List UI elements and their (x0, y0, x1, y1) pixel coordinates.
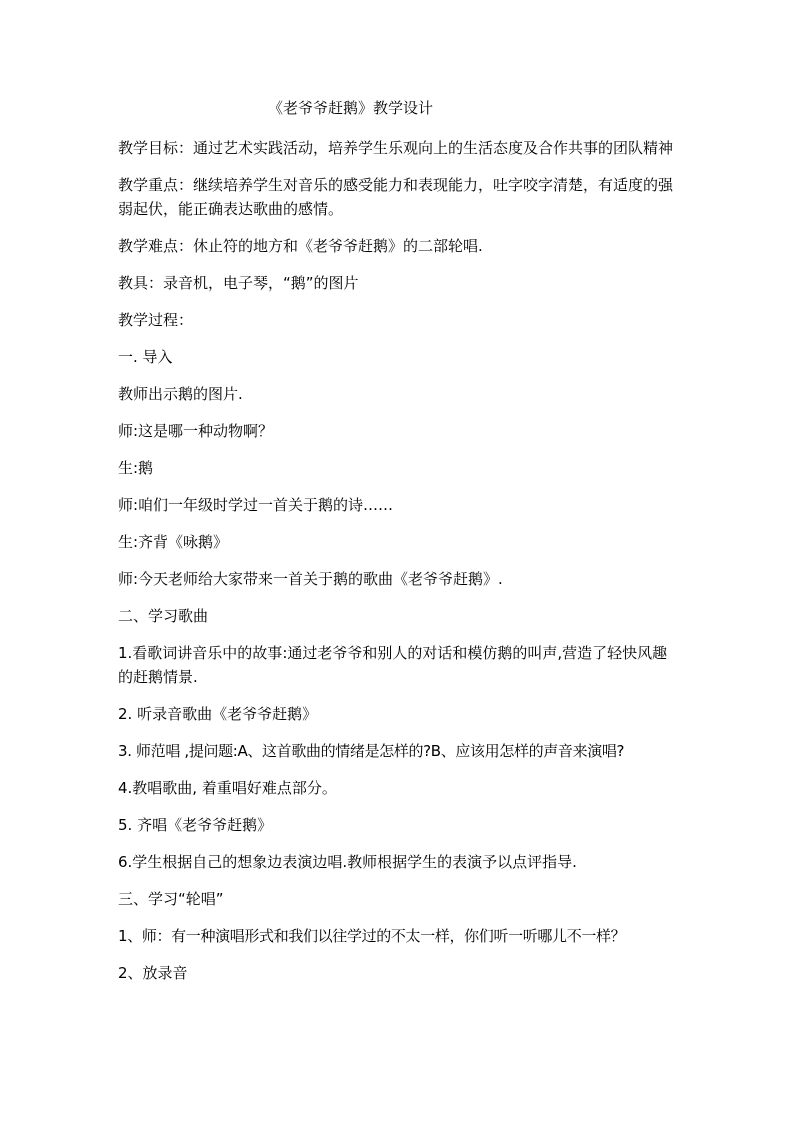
list-item: 3. 师范唱 ,提问题:A、这首歌曲的情绪是怎样的?B、应该用怎样的声音来演唱? (118, 742, 625, 760)
teaching-difficulty-paragraph: 教学难点：休止符的地方和《老爷爷赶鹅》的二部轮唱. (118, 237, 483, 255)
document-title: 《老爷爷赶鹅》教学设计 (268, 99, 434, 117)
list-item: 2、放录音 (118, 964, 188, 982)
teaching-focus-paragraph: 教学重点：继续培养学生对音乐的感受能力和表现能力，吐字咬字清楚，有适度的强弱起伏，能正确表达歌曲的感情。 (118, 176, 674, 218)
teaching-goal-paragraph: 教学目标：通过艺术实践活动，培养学生乐观向上的生活态度及合作共事的团队精神 (118, 139, 674, 157)
list-item: 2. 听录音歌曲《老爷爷赶鹅》 (118, 705, 318, 723)
list-item: 师:今天老师给大家带来一首关于鹅的歌曲《老爷爷赶鹅》. (118, 570, 503, 588)
list-item: 师:咱们一年级时学过一首关于鹅的诗…… (118, 496, 394, 514)
section-heading-learn-song: 二、学习歌曲 (118, 607, 209, 625)
section-heading-intro: 一. 导入 (118, 348, 173, 366)
section-heading-round: 三、学习“轮唱” (118, 890, 224, 908)
list-item: 6.学生根据自己的想象边表演边唱.教师根据学生的表演予以点评指导. (118, 853, 577, 871)
list-item: 1.看歌词讲音乐中的故事:通过老爷爷和别人的对话和模仿鹅的叫声,营造了轻快风趣的赶鹅情景. (118, 644, 668, 686)
list-item: 1、师：有一种演唱形式和我们以往学过的不太一样，你们听一听哪儿不一样？ (118, 927, 626, 945)
list-item: 生:鹅 (118, 459, 154, 477)
document-body (118, 136, 678, 998)
list-item: 5. 齐唱《老爷爷赶鹅》 (118, 816, 273, 834)
teaching-aids-paragraph: 教具：录音机，电子琴，“鹅”的图片 (118, 274, 359, 292)
list-item: 4.教唱歌曲, 着重唱好难点部分。 (118, 779, 337, 797)
list-item: 生:齐背《咏鹅》 (118, 533, 229, 551)
list-item: 教师出示鹅的图片. (118, 385, 243, 403)
teaching-process-heading: 教学过程： (118, 311, 194, 329)
list-item: 师:这是哪一种动物啊？ (118, 422, 274, 440)
